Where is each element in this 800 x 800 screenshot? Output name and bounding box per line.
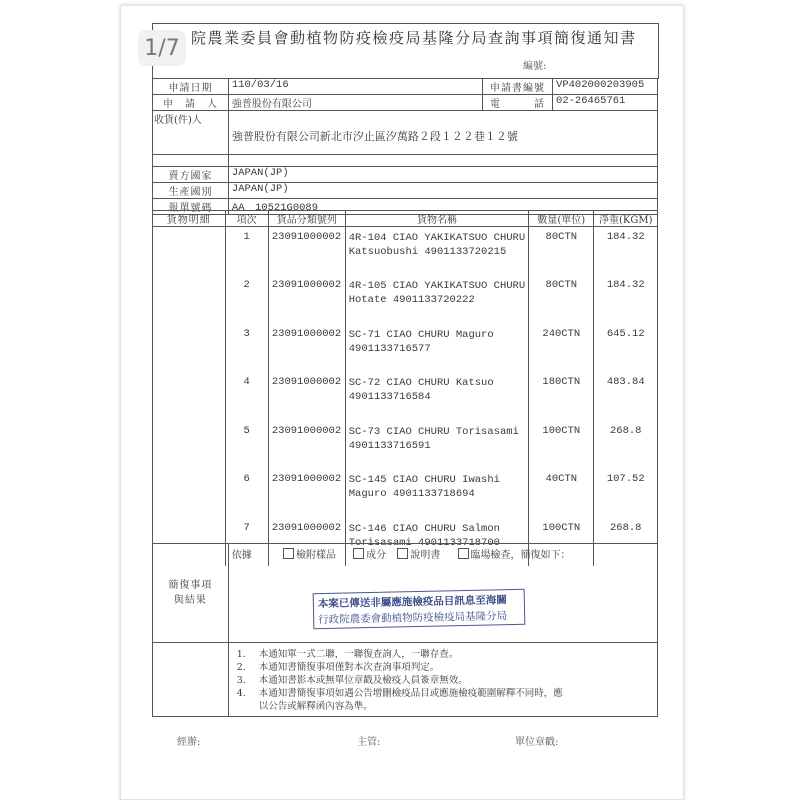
customs-notice-stamp: 本案已傳送非屬應施檢疫品目訊息至海關 行政院農委會動植物防疫檢疫局基隆分局 bbox=[313, 589, 526, 629]
goods-name: SC-146 CIAO CHURU Salmon Torisasami 4901133718700 bbox=[345, 518, 528, 566]
header-item-no: 項次 bbox=[225, 211, 268, 227]
goods-row bbox=[153, 227, 658, 276]
header-info-table bbox=[152, 78, 658, 215]
applicant-value: 強普股份有限公司 bbox=[228, 95, 482, 111]
declaration-no-value: AA 10521G0089 bbox=[228, 199, 657, 215]
note-item: 4. 本通知書簡復事項如遇公告增刪檢疫品目或應施檢疫範圍解釋不同時，應 bbox=[236, 688, 563, 699]
declaration-no-label: 報單號碼 bbox=[153, 199, 229, 215]
basis-label: 依據 bbox=[231, 550, 252, 561]
goods-row bbox=[153, 421, 658, 470]
document-number-label: 編號: bbox=[523, 61, 547, 72]
goods-row bbox=[153, 372, 658, 421]
application-no-value: VP402000203905 bbox=[553, 79, 658, 95]
note-item: 1. 本通知單一式二聯，一聯復查詢人，一聯存查。 bbox=[236, 649, 459, 660]
option-onsite-inspection[interactable]: 臨場檢查，簡復如下： bbox=[458, 550, 571, 561]
title-block bbox=[152, 23, 659, 79]
goods-quantity: 40CTN bbox=[529, 469, 594, 518]
apply-date-value: 110/03/16 bbox=[228, 79, 482, 95]
seller-country-value: JAPAN(JP) bbox=[228, 167, 657, 183]
goods-name: 4R-105 CIAO YAKIKATSUO CHURU Hotate 4901133720222 bbox=[345, 275, 528, 324]
goods-net-weight: 483.84 bbox=[594, 372, 658, 421]
checkbox-icon[interactable] bbox=[458, 548, 469, 559]
checkbox-icon[interactable] bbox=[397, 548, 408, 559]
checkbox-icon[interactable] bbox=[283, 548, 294, 559]
goods-class-code: 23091000002 bbox=[268, 421, 345, 470]
reply-table bbox=[152, 543, 658, 717]
goods-quantity: 80CTN bbox=[529, 275, 594, 324]
option-sample[interactable]: 檢附樣品 bbox=[283, 550, 336, 561]
document-title: 院農業委員會動植物防疫檢疫局基隆分局查詢事項簡復通知書 bbox=[191, 29, 637, 47]
goods-name: 4R-104 CIAO YAKIKATSUO CHURU Katsuobushi 4901133720215 bbox=[345, 227, 528, 276]
goods-class-code: 23091000002 bbox=[268, 372, 345, 421]
goods-item-no: 3 bbox=[225, 324, 268, 373]
goods-net-weight: 184.32 bbox=[594, 275, 658, 324]
goods-row bbox=[153, 324, 658, 373]
note-item: 3. 本通知書影本或無單位章戳及檢疫人員簽章無效。 bbox=[236, 675, 468, 686]
goods-net-weight: 107.52 bbox=[594, 469, 658, 518]
goods-item-no: 6 bbox=[225, 469, 268, 518]
goods-quantity: 180CTN bbox=[529, 372, 594, 421]
goods-class-code: 23091000002 bbox=[268, 324, 345, 373]
goods-name: SC-73 CIAO CHURU Torisasami 4901133716591 bbox=[345, 421, 528, 470]
consignee-label: 收貨(件)人 bbox=[153, 111, 229, 155]
goods-name: SC-72 CIAO CHURU Katsuo 4901133716584 bbox=[345, 372, 528, 421]
goods-class-code: 23091000002 bbox=[268, 227, 345, 276]
goods-item-no: 4 bbox=[225, 372, 268, 421]
apply-date-label: 申請日期 bbox=[153, 79, 229, 95]
phone-value: 02-26465761 bbox=[553, 95, 658, 111]
goods-class-code: 23091000002 bbox=[268, 518, 345, 566]
goods-quantity: 240CTN bbox=[529, 324, 594, 373]
applicant-label: 申 請 人 bbox=[153, 95, 229, 111]
option-ingredients[interactable]: 成分 bbox=[353, 550, 386, 561]
reply-section-label: 簡復事項 與結果 bbox=[153, 544, 229, 643]
checkbox-icon[interactable] bbox=[353, 548, 364, 559]
goods-item-no: 5 bbox=[225, 421, 268, 470]
goods-item-no: 7 bbox=[225, 518, 268, 566]
seller-country-label: 賣方國家 bbox=[153, 167, 229, 183]
note-item: 2. 本通知書簡復事項僅對本次查詢事項判定。 bbox=[236, 662, 440, 673]
application-no-label: 申請書編號 bbox=[483, 79, 553, 95]
goods-net-weight: 645.12 bbox=[594, 324, 658, 373]
unit-seal-label: 單位章戳: bbox=[515, 737, 559, 748]
goods-item-no: 2 bbox=[225, 275, 268, 324]
header-quantity: 數量(單位) bbox=[529, 211, 594, 227]
phone-label: 電 話 bbox=[483, 95, 553, 111]
goods-net-weight: 268.8 bbox=[594, 421, 658, 470]
goods-item-no: 1 bbox=[225, 227, 268, 276]
header-goods-name: 貨物名稱 bbox=[345, 211, 528, 227]
goods-quantity: 100CTN bbox=[529, 518, 594, 566]
goods-table bbox=[152, 210, 658, 566]
goods-quantity: 80CTN bbox=[529, 227, 594, 276]
header-net-weight: 淨重(KGM) bbox=[594, 211, 658, 227]
goods-name: SC-71 CIAO CHURU Maguro 4901133716577 bbox=[345, 324, 528, 373]
notes-list bbox=[228, 643, 657, 717]
header-class-code: 貨品分類號列 bbox=[268, 211, 345, 227]
goods-net-weight: 268.8 bbox=[594, 518, 658, 566]
goods-class-code: 23091000002 bbox=[268, 275, 345, 324]
goods-quantity: 100CTN bbox=[529, 421, 594, 470]
goods-net-weight: 184.32 bbox=[594, 227, 658, 276]
handler-signature-label: 經辦: bbox=[177, 737, 201, 748]
goods-row bbox=[153, 275, 658, 324]
supervisor-signature-label: 主管: bbox=[357, 737, 381, 748]
origin-value: JAPAN(JP) bbox=[228, 183, 657, 199]
note-item: 以公告或解釋函內容為準。 bbox=[258, 701, 373, 712]
goods-section-label: 貨物明細 bbox=[153, 211, 226, 227]
goods-name: SC-145 CIAO CHURU Iwashi Maguro 4901133718694 bbox=[345, 469, 528, 518]
goods-row bbox=[153, 469, 658, 518]
option-manual[interactable]: 說明書 bbox=[397, 550, 440, 561]
consignee-value: 強普股份有限公司新北市汐止區汐萬路２段１２２巷１２號 bbox=[228, 111, 657, 155]
goods-class-code: 23091000002 bbox=[268, 469, 345, 518]
page-indicator: 1/7 bbox=[138, 30, 186, 66]
origin-label: 生產國別 bbox=[153, 183, 229, 199]
